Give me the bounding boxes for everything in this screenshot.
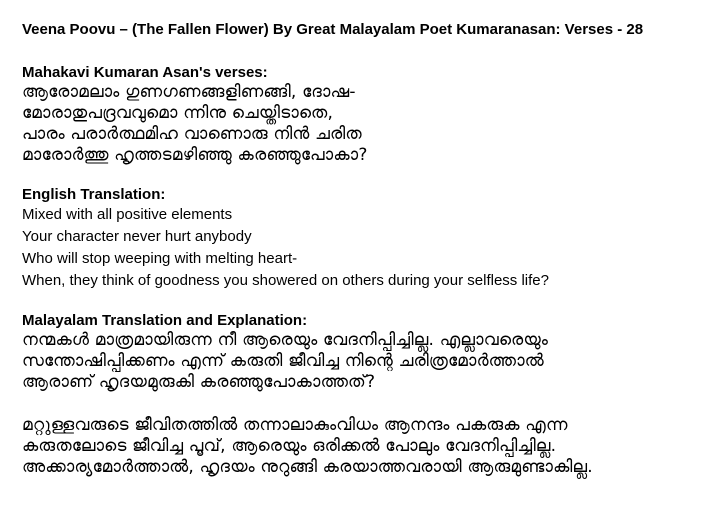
document-title: Veena Poovu – (The Fallen Flower) By Great Malayalam Poet Kumaranasan: Verses - 28 — [22, 21, 644, 38]
malayalam-heading: Malayalam Translation and Explanation: — [22, 312, 308, 329]
section-spacer — [22, 292, 712, 312]
english-line: Who will stop weeping with melting heart- — [22, 250, 298, 267]
malayalam-section — [22, 312, 712, 478]
document-page — [22, 20, 712, 478]
verse-line: ആരോമലാം ഗുണഗണങ്ങളിണങ്ങി, ദോഷ- — [22, 82, 356, 102]
english-section — [22, 186, 712, 292]
paragraph-spacer — [22, 393, 712, 415]
verse-line: മാരോർത്തു ഹൃത്തടമഴിഞ്ഞു കരഞ്ഞുപോകാ? — [22, 145, 368, 165]
verse-line: പാരം പരാർത്ഥമിഹ വാണൊരു നിൻ ചരിത — [22, 124, 362, 144]
section-spacer — [22, 166, 712, 186]
explanation-line: അക്കാര്യമോർത്താൽ, ഹൃദയം നുറുങ്ങി കരയാത്തവരായി ആരുമുണ്ടാകില്ല. — [22, 457, 593, 477]
explanation-line: സന്തോഷിപ്പിക്കണം എന്ന് കരുതി ജീവിച്ച നിന്റെ ചരിത്രമോർത്താൽ — [22, 351, 544, 371]
verses-section — [22, 64, 712, 166]
english-line: Your character never hurt anybody — [22, 228, 252, 245]
english-heading: English Translation: — [22, 186, 166, 203]
explanation-line: ആരാണ് ഹൃദയമുരുകി കരഞ്ഞുപോകാത്തത്? — [22, 372, 376, 392]
explanation-line: മറ്റുള്ളവരുടെ ജീവിതത്തിൽ തന്നാലാകുംവിധം ആനന്ദം പകരുക എന്ന — [22, 415, 568, 435]
verse-line: മോരാതുപദ്രവവുമൊ ന്നിനു ചെയ്തിടാതെ, — [22, 103, 334, 123]
english-line: Mixed with all positive elements — [22, 206, 233, 223]
explanation-line: നന്മകൾ മാത്രമായിരുന്ന നീ ആരെയും വേദനിപ്പിച്ചില്ല. എല്ലാവരെയും — [22, 330, 549, 350]
english-line: When, they think of goodness you showered on others during your selfless life? — [22, 272, 549, 289]
explanation-line: കരുതലോടെ ജീവിച്ച പൂവ്, ആരെയും ഒരിക്കൽ പോലും വേദനിപ്പിച്ചില്ല. — [22, 436, 557, 456]
verses-heading: Mahakavi Kumaran Asan's verses: — [22, 64, 268, 81]
